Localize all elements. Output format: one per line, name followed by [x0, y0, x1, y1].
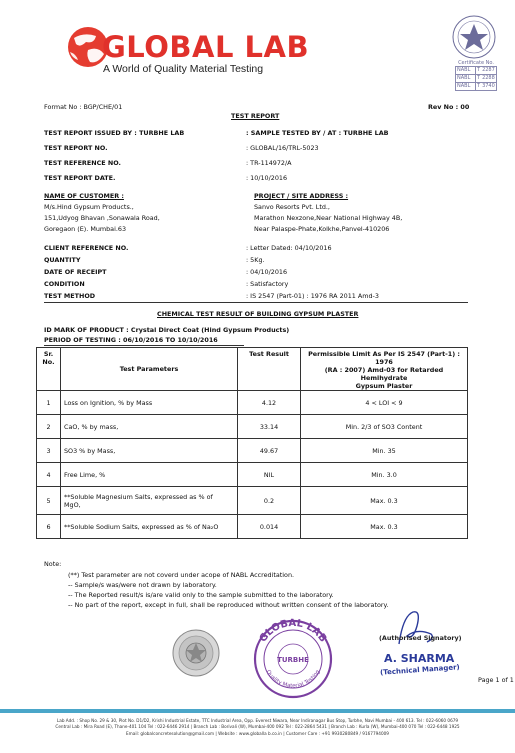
param-cell: **Soluble Sodium Salts, expressed as % of Na₂O — [61, 515, 238, 539]
certificate-label: Certificate No. — [458, 60, 494, 66]
table-row — [37, 463, 468, 487]
field-value: : 5Kg. — [246, 256, 265, 264]
param-cell: SO3 % by Mass, — [61, 439, 238, 463]
col-params: Test Parameters — [61, 348, 238, 391]
table-header-row — [37, 348, 468, 391]
param-line: MgO, — [64, 500, 81, 509]
field-label: QUANTITY — [44, 256, 81, 264]
table-row — [37, 391, 468, 415]
note-line: (**) Test parameter are not coverd under acope of NABL Accreditation. — [68, 571, 295, 579]
field-label: CLIENT REFERENCE NO. — [44, 244, 129, 252]
stamp-top-text: GLOBAL LAB — [257, 617, 329, 645]
result-table — [36, 347, 468, 539]
nabl-prefix: T — [477, 83, 481, 90]
sr-cell: 3 — [37, 439, 61, 463]
project-line: Sanvo Resorts Pvt. Ltd., — [254, 203, 330, 211]
sr-cell: 4 — [37, 463, 61, 487]
project-line: Near Palaspe-Phate,Kolkhe,Panvel-410206 — [254, 225, 390, 233]
nabl-row — [455, 82, 497, 91]
nabl-number: 2287 — [482, 67, 495, 74]
page-number: Page 1 of 1 — [478, 676, 514, 684]
customer-line: Goregaon (E). Mumbai.63 — [44, 225, 127, 233]
nabl-number: 2288 — [482, 75, 495, 82]
nabl-row — [455, 74, 497, 83]
nabl-emblem-icon — [451, 14, 497, 60]
param-cell: Loss on Ignition, % by Mass — [61, 391, 238, 415]
param-cell: CaO, % by mass, — [61, 415, 238, 439]
nabl-prefix: T — [477, 67, 481, 74]
nabl-row — [455, 66, 497, 75]
hologram-seal-icon — [171, 628, 221, 678]
stamp-center-text: TURBHE — [277, 656, 309, 664]
divider — [44, 302, 468, 303]
sr-cell: 1 — [37, 391, 61, 415]
logo-title: GLOBAL LAB — [102, 30, 310, 64]
col-limit-line: Permissible Limit As Per IS 2547 (Part-1) : 1976 — [308, 350, 460, 366]
col-result: Test Result — [238, 348, 301, 391]
col-limit — [301, 348, 468, 391]
stamp-bottom-text: Quality Material Testing — [264, 669, 322, 690]
note-line: -- No part of the report, except in full, shall be reproduced without written consent of the laboratory. — [68, 601, 389, 609]
param-cell — [61, 487, 238, 515]
footer-stripe — [0, 709, 515, 713]
field-value: : 04/10/2016 — [246, 268, 288, 276]
limit-cell: Min. 35 — [301, 439, 468, 463]
col-sr — [37, 348, 61, 391]
field-label: DATE OF RECEIPT — [44, 268, 107, 276]
footer-line: Central Lab : Mira Road (E), Thane-401 104 Tel : 022-6446 2914 | Branch Lab : Borivali (W), Mumbai-400 092 Tel : 022-2864 5431 | Branch Lab : Kurla (W), Mumbai-400 070 Tel : 022-6448 1925 — [55, 724, 460, 730]
nabl-number: 3740 — [482, 83, 495, 90]
notes-heading: Note: — [44, 560, 62, 568]
footer-line: Email: globalconcretesolution@gmail.com | Website : www.globalla b.co.in | Customer Care : +91 9930280849 / 9167794009 — [126, 730, 389, 736]
signatory-title: (Technical Manager) — [379, 663, 461, 677]
period-of-testing: PERIOD OF TESTING : 06/10/2016 TO 10/10/2016 — [44, 336, 218, 344]
nabl-certificate-box — [455, 60, 497, 91]
project-heading: PROJECT / SITE ADDRESS : — [254, 192, 349, 200]
field-value: : 10/10/2016 — [246, 174, 288, 182]
nabl-label: NABL — [456, 75, 476, 82]
customer-line: 151,Udyog Bhavan ,Sonawala Road, — [44, 214, 160, 222]
sr-cell: 5 — [37, 487, 61, 515]
limit-cell: Max. 0.3 — [301, 487, 468, 515]
col-limit-line: (RA : 2007) Amd-03 for Retarded Hemihydrate — [324, 366, 444, 382]
sr-cell: 2 — [37, 415, 61, 439]
table-row — [37, 487, 468, 515]
result-cell: 4.12 — [238, 391, 301, 415]
field-value: : Satisfactory — [246, 280, 289, 288]
signatory-name: A. SHARMA — [384, 652, 455, 665]
test-report-heading: TEST REPORT — [231, 112, 280, 120]
field-label: TEST REPORT DATE. — [44, 174, 116, 182]
result-cell: 49.67 — [238, 439, 301, 463]
field-value: : IS 2547 (Part-01) : 1976 RA 2011 Amd-3 — [246, 292, 379, 300]
footer-line: Lab Add. : Shop No. 29 & 30, Plot No. D1/D2, Krishi Industrial Estate, TTC Industrial Area, Opp. Everest Niwara, Near Indiranagar Bus Stop, Turbhe, Navi Mumbai - 400 613. Tel : 022-6060 0679 — [56, 718, 459, 723]
field-label: CONDITION — [44, 280, 85, 288]
col-limit-line: Gypsum Plaster — [355, 382, 413, 390]
table-row — [37, 515, 468, 539]
sr-cell: 6 — [37, 515, 61, 539]
table-row — [37, 439, 468, 463]
param-line: **Soluble Magnesium Salts, expressed as % of — [64, 492, 213, 501]
result-cell: 0.014 — [238, 515, 301, 539]
authorised-signatory: (Authorised Signatory) — [379, 634, 462, 642]
field-value: : SAMPLE TESTED BY / AT : TURBHE LAB — [246, 129, 389, 137]
nabl-prefix: T — [477, 75, 481, 82]
format-no: Format No : BGP/CHE/01 — [44, 103, 123, 111]
nabl-label: NABL — [456, 67, 476, 74]
field-label: TEST REPORT ISSUED BY : TURBHE LAB — [44, 129, 185, 137]
field-value: : TR-114972/A — [246, 159, 292, 167]
divider — [44, 345, 244, 346]
limit-cell: Min. 3.0 — [301, 463, 468, 487]
rev-no: Rev No : 00 — [428, 103, 470, 111]
logo-tagline: A World of Quality Material Testing — [103, 63, 264, 75]
limit-cell: Max. 0.3 — [301, 515, 468, 539]
footer — [0, 718, 515, 737]
company-stamp-icon — [246, 617, 340, 701]
note-line: -- Sample/s was/were not drawn by laboratory. — [68, 581, 217, 589]
result-cell: 33.14 — [238, 415, 301, 439]
result-cell: NIL — [238, 463, 301, 487]
col-no-label: No. — [42, 358, 55, 366]
limit-cell: Min. 2/3 of SO3 Content — [301, 415, 468, 439]
customer-heading: NAME OF CUSTOMER : — [44, 192, 124, 200]
customer-line: M/s.Hind Gypsum Products., — [44, 203, 134, 211]
field-label: TEST REPORT NO. — [44, 144, 108, 152]
limit-cell: 4 < LOI < 9 — [301, 391, 468, 415]
field-value: : Letter Dated: 04/10/2016 — [246, 244, 332, 252]
table-row — [37, 415, 468, 439]
result-heading: CHEMICAL TEST RESULT OF BUILDING GYPSUM PLASTER — [157, 310, 359, 318]
col-sr-label: Sr. — [43, 350, 54, 358]
nabl-label: NABL — [456, 83, 476, 90]
param-cell: Free Lime, % — [61, 463, 238, 487]
project-line: Marathon Nexzone,Near National Highway 4B, — [254, 214, 403, 222]
field-value: : GLOBAL/16/TRL-5023 — [246, 144, 319, 152]
id-mark: ID MARK OF PRODUCT : Crystal Direct Coat (Hind Gypsum Products) — [44, 326, 290, 334]
result-cell: 0.2 — [238, 487, 301, 515]
handwritten-signature-icon — [393, 606, 439, 650]
field-label: TEST METHOD — [44, 292, 96, 300]
note-line: -- The Reported result/s is/are valid only to the sample submitted to the laboratory. — [68, 591, 334, 599]
field-label: TEST REFERENCE NO. — [44, 159, 121, 167]
